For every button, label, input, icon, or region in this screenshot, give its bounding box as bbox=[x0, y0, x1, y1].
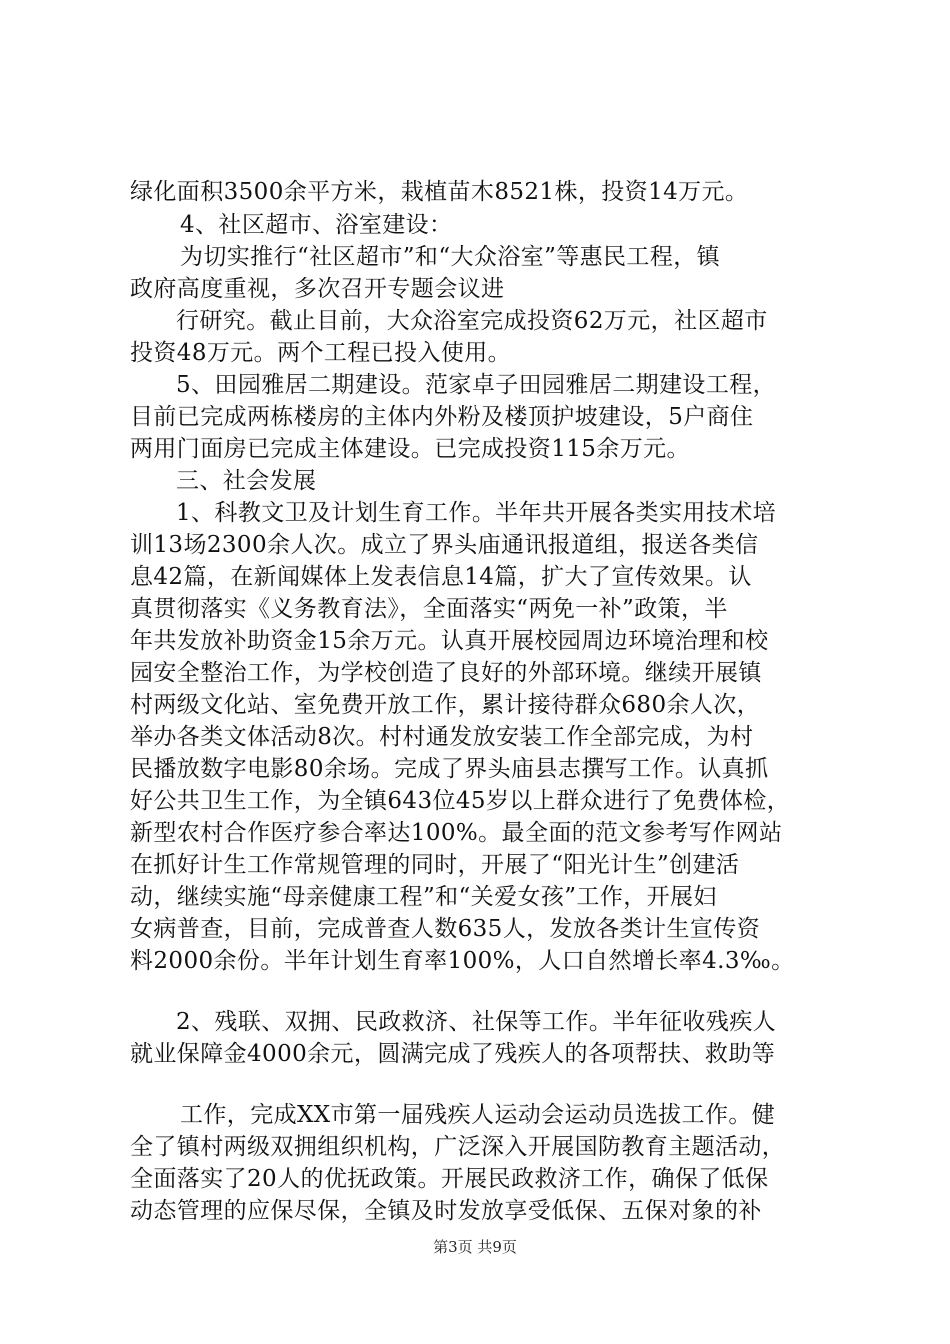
text-line-15: 年共发放补助资金15余万元。认真开展校园周边环境治理和校 bbox=[130, 628, 769, 654]
text-line-20: 好公共卫生工作，为全镇643位45岁以上群众进行了免费体检， bbox=[130, 788, 791, 814]
text-line-14: 真贯彻落实《义务教育法》，全面落实“两免一补”政策，半 bbox=[130, 596, 728, 622]
text-line-22: 在抓好计生工作常规管理的同时，开展了“阳光计生”创建活 bbox=[130, 852, 740, 878]
text-line-13: 息42篇，在新闻媒体上发表信息14篇，扩大了宣传效果。认 bbox=[130, 564, 752, 590]
text-line-5: 行研究。截止目前，大众浴室完成投资62万元，社区超市 bbox=[176, 308, 768, 334]
text-line-28: 工作，完成XX市第一届残疾人运动会运动员选拔工作。健 bbox=[180, 1102, 776, 1128]
text-line-30: 全面落实了20人的优抚政策。开展民政救济工作，确保了低保 bbox=[130, 1166, 769, 1192]
text-line-7: 5、田园雅居二期建设。范家卓子田园雅居二期建设工程， bbox=[176, 372, 777, 398]
text-line-26: 2、残联、双拥、民政救济、社保等工作。半年征收残疾人 bbox=[176, 1009, 777, 1035]
text-line-23: 动，继续实施“母亲健康工程”和“关爱女孩”工作，开展妇 bbox=[130, 884, 717, 910]
text-line-17: 村两级文化站、室免费开放工作，累计接待群众680余人次， bbox=[130, 692, 761, 718]
text-line-19: 民播放数字电影80余场。完成了界头庙县志撰写工作。认真抓 bbox=[130, 756, 769, 782]
text-line-9: 两用门面房已完成主体建设。已完成投资115余万元。 bbox=[130, 436, 690, 462]
text-line-6: 投资48万元。两个工程已投入使用。 bbox=[130, 340, 512, 366]
text-line-24: 女病普查，目前，完成普查人数635人，发放各类计生宣传资 bbox=[130, 916, 761, 942]
text-line-11: 1、科教文卫及计划生育工作。半年共开展各类实用技术培 bbox=[176, 500, 777, 526]
text-line-2: 4、社区超市、浴室建设： bbox=[180, 212, 453, 238]
text-line-18: 举办各类文体活动8次。村村通发放安装工作全部完成，为村 bbox=[130, 724, 754, 750]
text-line-27: 就业保障金4000余元，圆满完成了残疾人的各项帮扶、救助等 bbox=[130, 1041, 776, 1067]
text-line-3: 为切实推行“社区超市”和“大众浴室”等惠民工程，镇 bbox=[180, 244, 721, 270]
text-line-21: 新型农村合作医疗参合率达100%。最全面的范文参考写作网站 bbox=[130, 820, 783, 846]
text-line-4: 政府高度重视，多次召开专题会议进 bbox=[130, 276, 505, 302]
text-line-12: 训13场2300余人次。成立了界头庙通讯报道组，报送各类信 bbox=[130, 532, 759, 558]
text-line-31: 动态管理的应保尽保，全镇及时发放享受低保、五保对象的补 bbox=[130, 1198, 762, 1224]
text-line-8: 目前已完成两栋楼房的主体内外粉及楼顶护坡建设，5户商住 bbox=[130, 404, 754, 430]
text-line-25: 料2000余份。半年计划生育率100%，人口自然增长率4.3‰。 bbox=[130, 948, 795, 974]
page-number-footer: 第3页 共9页 bbox=[433, 1238, 517, 1256]
section-heading: 三、社会发展 bbox=[176, 468, 317, 494]
text-line-1: 绿化面积3500余平方米，栽植苗木8521株，投资14万元。 bbox=[130, 179, 749, 205]
text-line-16: 园安全整治工作，为学校创造了良好的外部环境。继续开展镇 bbox=[130, 660, 762, 686]
text-line-29: 全了镇村两级双拥组织机构，广泛深入开展国防教育主题活动， bbox=[130, 1134, 786, 1160]
